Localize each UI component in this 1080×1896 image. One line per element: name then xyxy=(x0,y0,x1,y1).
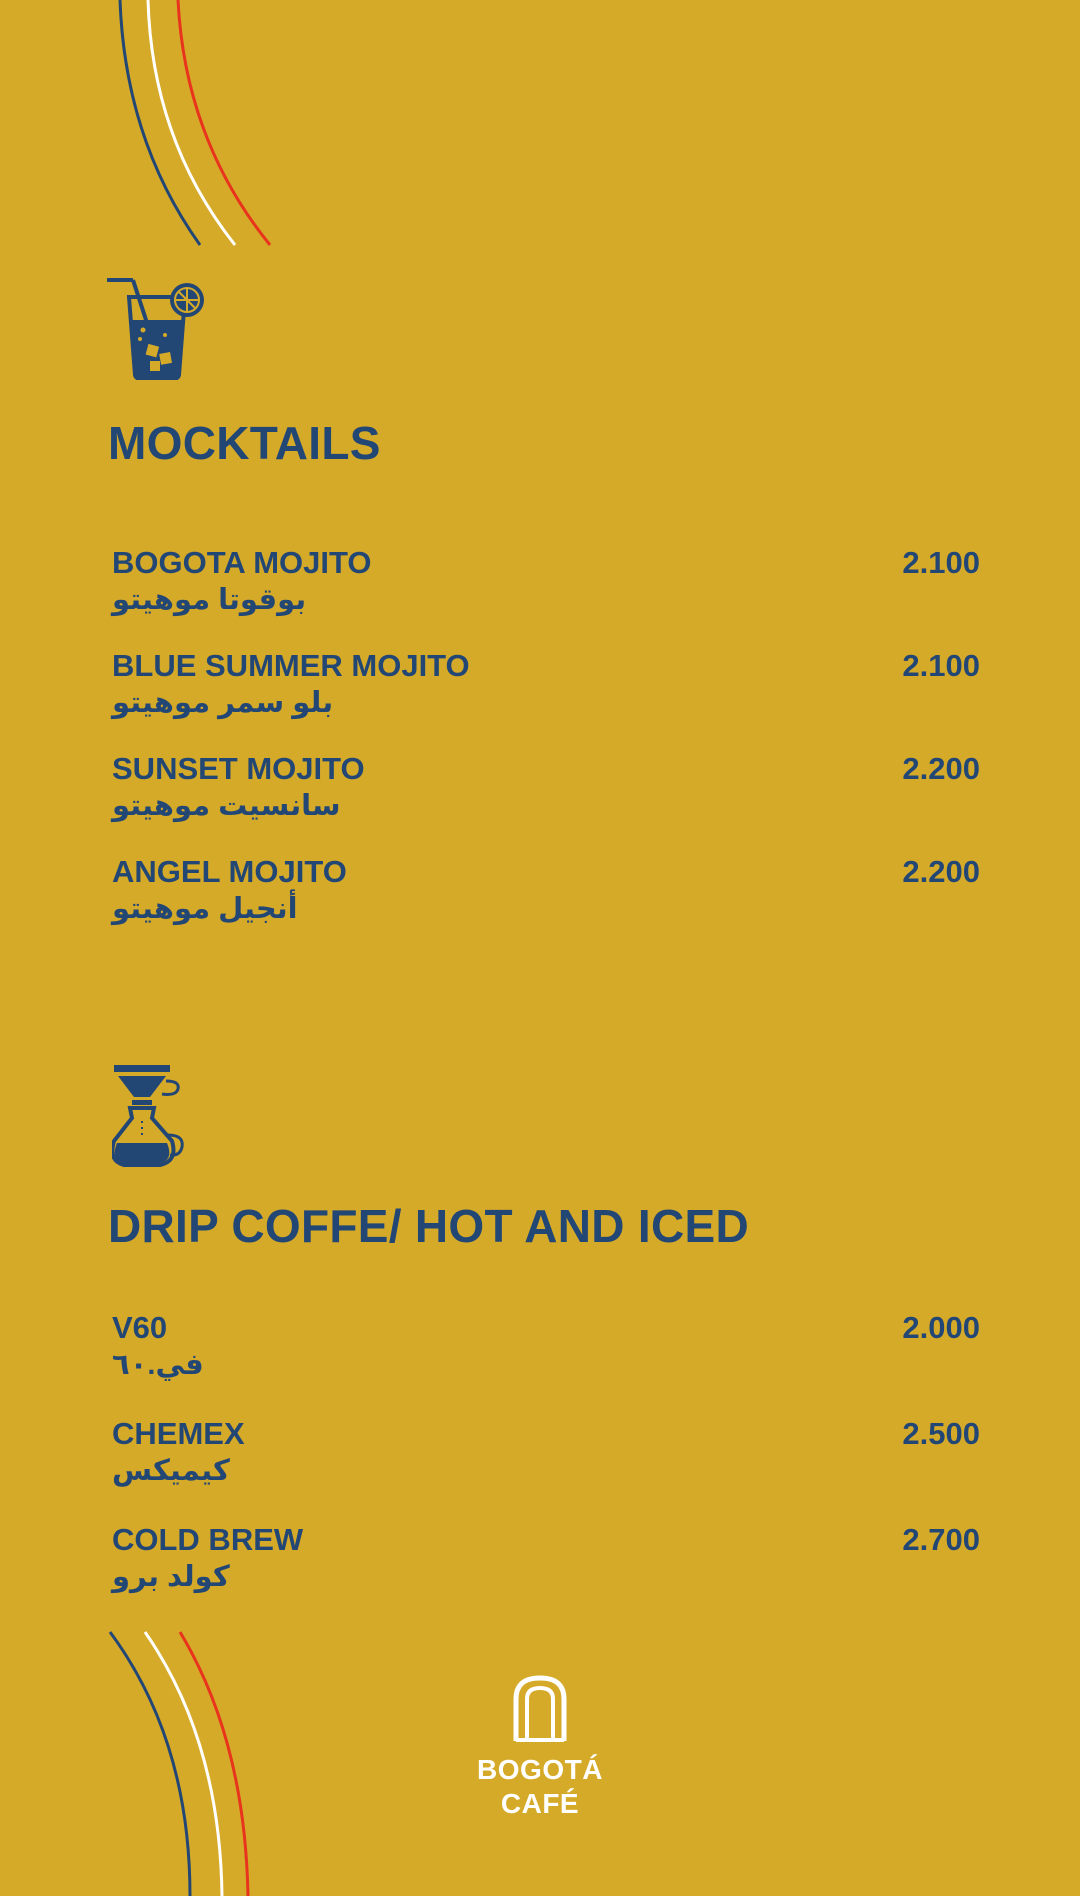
pour-over-coffee-icon xyxy=(112,1063,184,1168)
menu-item[interactable] xyxy=(112,854,980,957)
menu-list-drip-coffee xyxy=(112,1310,980,1628)
item-price: 2.100 xyxy=(902,648,980,683)
mocktail-glass-icon xyxy=(105,275,210,380)
bogota-cafe-logo xyxy=(460,1675,620,1821)
item-price: 2.500 xyxy=(902,1416,980,1451)
item-arabic-name: في.٦٠ xyxy=(112,1349,204,1381)
item-price: 2.200 xyxy=(902,854,980,889)
item-arabic-name: بوقوتا موهيتو xyxy=(112,584,307,616)
item-price: 2.200 xyxy=(902,751,980,786)
menu-item[interactable] xyxy=(112,1522,980,1628)
logo-text-line-2: CAFÉ xyxy=(500,1788,580,1819)
menu-item[interactable] xyxy=(112,1310,980,1416)
menu-item[interactable] xyxy=(112,1416,980,1522)
menu-item[interactable] xyxy=(112,648,980,751)
item-arabic-name: كيميكس xyxy=(112,1455,230,1487)
item-name: BOGOTA MOJITO xyxy=(112,545,372,580)
item-arabic-name: سانسيت موهيتو xyxy=(112,790,341,822)
item-name: SUNSET MOJITO xyxy=(112,751,365,786)
arch-logo-icon xyxy=(513,1675,567,1743)
item-name: ANGEL MOJITO xyxy=(112,854,347,889)
item-price: 2.100 xyxy=(902,545,980,580)
item-arabic-name: بلو سمر موهيتو xyxy=(112,687,334,719)
decorative-stripes-bottom xyxy=(0,1620,300,1896)
item-name: V60 xyxy=(112,1310,168,1345)
menu-list-mocktails xyxy=(112,545,980,957)
item-price: 2.700 xyxy=(902,1522,980,1557)
section-title-drip-coffee: DRIP COFFE/ HOT AND ICED xyxy=(108,1200,750,1252)
section-title-mocktails: MOCKTAILS xyxy=(108,417,381,469)
menu-item[interactable] xyxy=(112,751,980,854)
item-arabic-name: أنجيل موهيتو xyxy=(112,893,298,925)
item-arabic-name: كولد برو xyxy=(112,1561,230,1593)
item-name: COLD BREW xyxy=(112,1522,304,1557)
decorative-stripes-top xyxy=(0,0,300,260)
item-name: CHEMEX xyxy=(112,1416,245,1451)
item-price: 2.000 xyxy=(902,1310,980,1345)
logo-text-line-1: BOGOTÁ xyxy=(477,1754,603,1785)
menu-item[interactable] xyxy=(112,545,980,648)
item-name: BLUE SUMMER MOJITO xyxy=(112,648,470,683)
